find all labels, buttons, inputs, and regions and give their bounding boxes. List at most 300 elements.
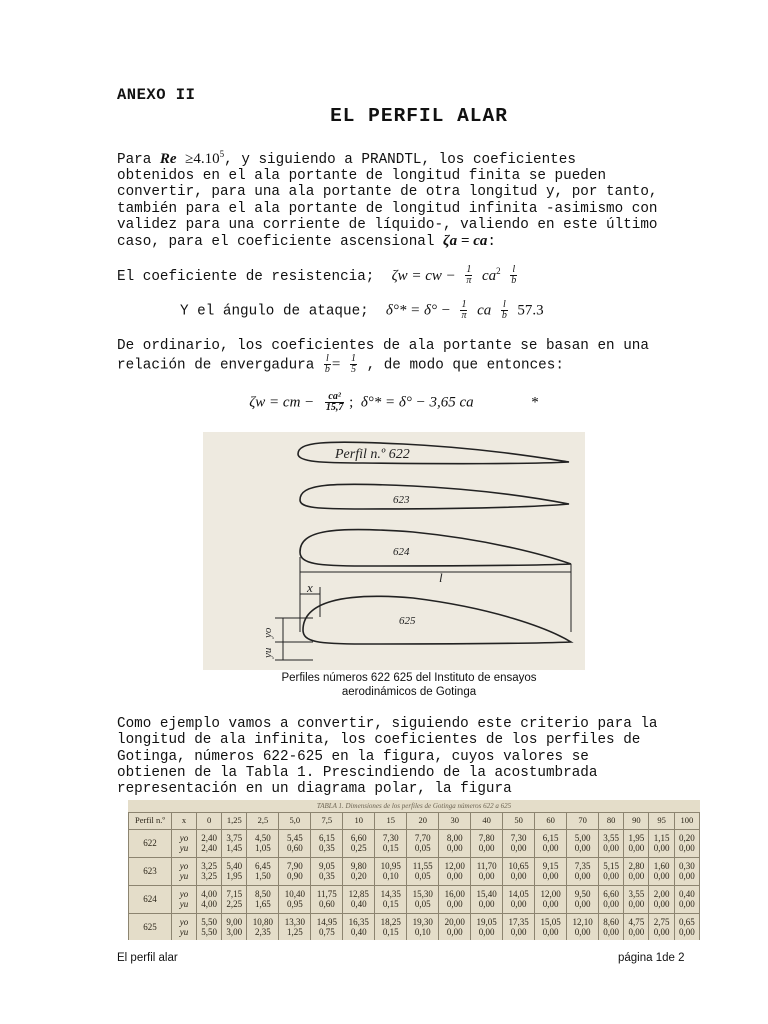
table-cell	[674, 914, 699, 941]
yo-value: 0,65	[678, 917, 695, 927]
table-cell	[624, 830, 649, 858]
table-cell	[279, 858, 311, 886]
header-x-value: 2,5	[247, 813, 279, 830]
table-cell	[599, 830, 624, 858]
yu-value: 0,00	[678, 898, 695, 909]
intro-line-3: convertir, para una ala portante de otra longitud y, por tanto,	[117, 184, 658, 201]
yo-value: 7,30	[382, 833, 399, 843]
yu-value: 0,10	[382, 870, 399, 881]
yo-value: 1,95	[628, 833, 645, 843]
yu-value: 3,00	[226, 926, 243, 937]
intro-colon: :	[487, 234, 496, 251]
table-cell	[471, 858, 503, 886]
table-cell	[439, 886, 471, 914]
resistance-ca: ca	[482, 267, 497, 284]
yu-value: 0,00	[603, 898, 620, 909]
yu-value: 0,00	[574, 842, 591, 853]
yo-value: 15,40	[476, 889, 497, 899]
yo-value: 19,05	[476, 917, 497, 927]
attack-factor: 57.3	[517, 302, 544, 319]
yo-value: 3,75	[226, 833, 243, 843]
table-cell	[375, 858, 407, 886]
table-cell	[247, 886, 279, 914]
yo-value: 9,05	[318, 861, 335, 871]
table-cell	[471, 830, 503, 858]
table-cell	[649, 858, 674, 886]
table-body	[129, 830, 700, 941]
table-cell	[375, 830, 407, 858]
yo-value: 4,50	[255, 833, 271, 843]
table-cell	[599, 914, 624, 941]
figure-caption	[203, 671, 615, 699]
table-cell	[599, 858, 624, 886]
table-cell	[197, 858, 222, 886]
table-header-row	[129, 813, 700, 830]
yu-value: 0,00	[678, 870, 695, 881]
yo-value: 4,00	[201, 889, 217, 899]
formula2-rhs: δ°* = δ° − 3,65 ca	[360, 394, 474, 411]
footer-title: El perfil alar	[117, 952, 178, 964]
yu-value: 1,45	[226, 842, 243, 853]
yu-value: 0,00	[510, 926, 527, 937]
table-cell	[222, 914, 247, 941]
yo-value: 19,30	[412, 917, 433, 927]
table-cell	[407, 858, 439, 886]
yu-value: 0,00	[446, 898, 463, 909]
yo-value: 2,75	[653, 917, 670, 927]
table-cell	[247, 858, 279, 886]
yo-value: 7,35	[574, 861, 591, 871]
yo-value: 5,50	[201, 917, 217, 927]
table-row	[129, 914, 700, 941]
table-cell	[567, 886, 599, 914]
attack-fraction-1: $\frac{1}{\pi}$	[461, 299, 467, 321]
yu-value: 0,00	[478, 926, 495, 937]
table-cell	[197, 830, 222, 858]
yu-value: 0,00	[603, 926, 620, 937]
header-x-value: 1,25	[222, 813, 247, 830]
yo-value: 10,95	[380, 861, 401, 871]
table-cell	[311, 858, 343, 886]
table-cell	[599, 886, 624, 914]
table-cell	[375, 914, 407, 941]
table-cell	[375, 886, 407, 914]
resistance-coefficient-line	[117, 263, 518, 286]
yo-value: 7,90	[286, 861, 303, 871]
table-cell	[503, 886, 535, 914]
yo-value: 10,65	[508, 861, 529, 871]
intro-line-4: también para el ala portante de longitud infinita -asimismo con	[117, 200, 658, 217]
yu-value: 0,00	[542, 842, 559, 853]
yo-value: 8,60	[603, 917, 620, 927]
yo-value: 6,15	[318, 833, 335, 843]
example-line-3: Gotinga, números 622-625 en la figura, cuyos valores se	[117, 748, 589, 765]
yo-value: 1,15	[653, 833, 670, 843]
yo-value: 0,30	[678, 861, 695, 871]
header-x-value: 80	[599, 813, 624, 830]
yo-row-label: yo	[179, 833, 189, 843]
profile-number: 624	[129, 886, 172, 914]
table-row	[129, 886, 700, 914]
yu-value: 0,00	[574, 926, 591, 937]
header-x-value: 20	[407, 813, 439, 830]
yu-value: 2,35	[255, 926, 271, 937]
aspect-fraction-lb: $\frac{l}{b}$	[324, 353, 330, 376]
yo-value: 9,80	[350, 861, 367, 871]
yu-value: 0,00	[603, 842, 620, 853]
yo-value: 12,10	[572, 917, 593, 927]
table-cell	[567, 830, 599, 858]
yo-value: 12,00	[540, 889, 561, 899]
header-x-value: 30	[439, 813, 471, 830]
yu-value: 0,00	[628, 870, 645, 881]
yu-value: 0,00	[478, 898, 495, 909]
yo-value: 1,60	[653, 861, 670, 871]
yo-value: 7,80	[478, 833, 495, 843]
table-cell	[247, 830, 279, 858]
attack-lhs: δ°* = δ° −	[385, 302, 451, 319]
page-title: EL PERFIL ALAR	[330, 105, 508, 127]
yo-label: yo	[262, 627, 274, 638]
header-x-value: 10	[343, 813, 375, 830]
attack-label: Y el ángulo de ataque;	[180, 303, 369, 320]
yo-value: 11,75	[316, 889, 337, 899]
paragraph-example	[117, 716, 717, 797]
yu-value: 0,60	[286, 842, 303, 853]
yu-value: 1,50	[255, 870, 271, 881]
table-cell	[222, 858, 247, 886]
table-cell	[439, 914, 471, 941]
yo-value: 6,60	[350, 833, 367, 843]
yu-row-label: yu	[179, 842, 189, 853]
profile-623-label: 623	[393, 494, 410, 506]
yu-value: 2,25	[226, 898, 243, 909]
yu-value: 1,65	[255, 898, 271, 909]
table-cell	[407, 886, 439, 914]
table-cell	[471, 914, 503, 941]
yu-value: 0,90	[286, 870, 303, 881]
table-cell	[649, 886, 674, 914]
yu-value: 0,10	[414, 926, 431, 937]
paragraph-aspect-ratio	[117, 338, 717, 375]
yu-label: yu	[262, 647, 274, 658]
yu-value: 5,50	[201, 926, 217, 937]
yu-value: 1,05	[255, 842, 271, 853]
figure-caption-line-2: aerodinámicos de Gotinga	[341, 686, 477, 698]
header-x: x	[172, 813, 197, 830]
header-x-value: 50	[503, 813, 535, 830]
table-cell	[439, 830, 471, 858]
yu-value: 0,00	[478, 870, 495, 881]
table-cell	[503, 858, 535, 886]
yu-value: 0,40	[350, 926, 367, 937]
yo-value: 12,00	[444, 861, 465, 871]
yo-value: 12,85	[348, 889, 369, 899]
header-x-value: 0	[197, 813, 222, 830]
yo-value: 5,40	[226, 861, 243, 871]
yo-value: 15,30	[412, 889, 433, 899]
resistance-label: El coeficiente de resistencia;	[117, 268, 375, 285]
reynolds-exponent: 5	[219, 149, 225, 159]
chord-label: l	[439, 570, 443, 585]
table-cell	[624, 858, 649, 886]
table-cell	[535, 886, 567, 914]
yo-row-label: yo	[179, 861, 189, 871]
table-cell	[279, 886, 311, 914]
yu-value: 1,25	[286, 926, 303, 937]
yu-value: 0,00	[603, 870, 620, 881]
formula2-lhs: ζw = cm −	[249, 394, 315, 411]
yu-row-label: yu	[179, 870, 189, 881]
yo-value: 2,00	[653, 889, 670, 899]
table-cell	[279, 830, 311, 858]
aspect-line-1: De ordinario, los coeficientes de ala portante se basan en una	[117, 338, 649, 354]
table-cell	[567, 858, 599, 886]
table-cell	[197, 886, 222, 914]
attack-fraction-2: $\frac{l}{b}$	[501, 299, 507, 321]
intro-line-6: caso, para el coeficiente ascensional	[117, 234, 444, 251]
table-cell	[649, 830, 674, 858]
yo-value: 20,00	[444, 917, 465, 927]
resistance-fraction-1: $\frac{1}{\pi}$	[466, 264, 472, 287]
yo-value: 16,35	[348, 917, 369, 927]
yo-value: 16,00	[444, 889, 465, 899]
table-cell	[649, 914, 674, 941]
table-cell	[535, 858, 567, 886]
yu-value: 0,00	[510, 898, 527, 909]
header-profile: Perfil n.º	[129, 813, 172, 830]
aspect-line-2b: , de modo que entonces:	[357, 357, 564, 374]
profile-625-label: 625	[399, 615, 416, 627]
header-x-value: 70	[567, 813, 599, 830]
resistance-lhs: ζw = cw −	[391, 267, 456, 284]
paragraph-lead: Para	[117, 151, 160, 168]
header-x-value: 90	[624, 813, 649, 830]
table-cell	[407, 830, 439, 858]
yo-value: 13,30	[284, 917, 305, 927]
header-x-value: 7,5	[311, 813, 343, 830]
yu-value: 0,00	[574, 898, 591, 909]
yu-value: 0,00	[446, 870, 463, 881]
formula2-separator: ;	[345, 394, 361, 411]
yu-value: 0,00	[542, 898, 559, 909]
formula2-star: *	[531, 394, 539, 411]
reynolds-symbol: Re	[159, 150, 177, 167]
yu-value: 0,00	[628, 926, 645, 937]
yo-value: 2,40	[201, 833, 217, 843]
aspect-line-2a: relación de envergadura	[117, 357, 323, 374]
yu-row-label: yu	[179, 926, 189, 937]
yu-value: 0,00	[542, 926, 559, 937]
footer-page-number: página 1de 2	[618, 952, 685, 964]
yu-value: 0,35	[318, 842, 335, 853]
yu-value: 0,00	[653, 898, 670, 909]
attack-angle-line	[180, 300, 544, 321]
yo-value: 10,40	[284, 889, 305, 899]
yo-value: 0,40	[678, 889, 695, 899]
y-labels	[172, 914, 197, 941]
table-cell	[343, 830, 375, 858]
yo-value: 5,15	[603, 861, 620, 871]
table-cell	[222, 886, 247, 914]
yu-value: 0,05	[414, 898, 431, 909]
attack-ca: ca	[477, 302, 492, 319]
profile-624-label: 624	[393, 546, 410, 558]
yo-value: 14,05	[508, 889, 529, 899]
header-x-value: 60	[535, 813, 567, 830]
figure-caption-line-1: Perfiles números 622 625 del Instituto de ensayos	[281, 672, 537, 684]
yu-value: 0,00	[628, 898, 645, 909]
yu-value: 0,00	[628, 842, 645, 853]
yu-value: 0,35	[318, 870, 335, 881]
yo-value: 14,95	[316, 917, 337, 927]
table-cell	[311, 886, 343, 914]
table-cell	[311, 914, 343, 941]
yu-value: 3,25	[201, 870, 217, 881]
yu-row-label: yu	[179, 898, 189, 909]
yo-value: 7,70	[414, 833, 431, 843]
yo-value: 9,15	[542, 861, 559, 871]
yu-value: 0,00	[653, 926, 670, 937]
yo-value: 3,55	[603, 833, 620, 843]
yu-value: 1,95	[226, 870, 243, 881]
yu-value: 0,15	[382, 842, 399, 853]
table-cell	[674, 858, 699, 886]
airfoil-profiles-drawing	[203, 432, 585, 670]
table-cell	[674, 830, 699, 858]
yu-value: 0,60	[318, 898, 335, 909]
airfoil-profiles-figure	[203, 432, 585, 670]
resistance-fraction-2: $\frac{l}{b}$	[511, 264, 517, 287]
yu-value: 0,20	[350, 870, 367, 881]
yo-value: 8,50	[255, 889, 271, 899]
table-cell	[279, 914, 311, 941]
aspect-equals: =	[331, 356, 341, 373]
example-line-2: longitud de ala infinita, los coeficientes de los perfiles de	[117, 732, 641, 749]
yu-value: 2,40	[201, 842, 217, 853]
yu-value: 0,15	[382, 926, 399, 937]
yo-value: 11,55	[412, 861, 433, 871]
yu-value: 0,05	[414, 870, 431, 881]
profile-dimensions-table	[128, 800, 700, 940]
profile-table	[128, 812, 700, 940]
annex-heading: ANEXO II	[117, 86, 196, 104]
header-x-value: 95	[649, 813, 674, 830]
formula2-fraction: $\frac{\text{ca²}}{15,7}$	[325, 391, 344, 413]
yo-value: 5,45	[286, 833, 303, 843]
table-cell	[311, 830, 343, 858]
table-cell	[567, 914, 599, 941]
lift-coefficient-equation: ζa = ca	[443, 233, 488, 250]
resistance-ca-exponent: 2	[496, 266, 501, 276]
yo-value: 14,35	[380, 889, 401, 899]
table-cell	[222, 830, 247, 858]
yo-value: 9,50	[574, 889, 591, 899]
yo-value: 18,25	[380, 917, 401, 927]
yo-value: 17,35	[508, 917, 529, 927]
yu-value: 0,00	[446, 926, 463, 937]
profile-number: 625	[129, 914, 172, 941]
yu-value: 4,00	[201, 898, 217, 909]
header-x-value: 40	[471, 813, 503, 830]
table-cell	[674, 886, 699, 914]
yu-value: 0,00	[653, 842, 670, 853]
table-cell	[471, 886, 503, 914]
yu-value: 0,05	[414, 842, 431, 853]
table-cell	[503, 914, 535, 941]
table-cell	[535, 914, 567, 941]
yo-row-label: yo	[179, 917, 189, 927]
yu-value: 0,25	[350, 842, 367, 853]
intro-line-2: obtenidos en el ala portante de longitud finita se pueden	[117, 168, 607, 185]
yo-value: 7,30	[510, 833, 527, 843]
header-x-value: 5,0	[279, 813, 311, 830]
profile-622-label: Perfil n.º 622	[335, 447, 410, 462]
yo-value: 9,00	[226, 917, 243, 927]
y-labels	[172, 858, 197, 886]
example-line-5: representación en un diagrama polar, la figura	[117, 781, 512, 798]
yu-value: 0,00	[446, 842, 463, 853]
table-caption: TABLA 1. Dimensiones de los perfiles de Gotinga números 622 a 625	[316, 802, 512, 810]
yo-row-label: yo	[179, 889, 189, 899]
intro-line-1: , y siguiendo a PRANDTL, los coeficientes	[224, 151, 576, 168]
table-cell	[343, 886, 375, 914]
table-cell	[343, 914, 375, 941]
aspect-fraction-15: $\frac{1}{5}$	[350, 353, 356, 376]
table-cell	[407, 914, 439, 941]
yu-value: 0,00	[678, 842, 695, 853]
yu-value: 0,00	[678, 926, 695, 937]
table-cell	[197, 914, 222, 941]
yo-value: 4,75	[628, 917, 645, 927]
table-cell	[624, 886, 649, 914]
table-cell	[247, 914, 279, 941]
table-cell	[503, 830, 535, 858]
table-cell	[439, 858, 471, 886]
yo-value: 6,45	[255, 861, 271, 871]
yu-value: 0,40	[350, 898, 367, 909]
yu-value: 0,00	[510, 870, 527, 881]
table-cell	[343, 858, 375, 886]
yo-value: 15,05	[540, 917, 561, 927]
yo-value: 11,70	[476, 861, 497, 871]
profile-number: 622	[129, 830, 172, 858]
yu-value: 0,00	[653, 870, 670, 881]
yo-value: 0,20	[678, 833, 695, 843]
example-line-1: Como ejemplo vamos a convertir, siguiendo este criterio para la	[117, 716, 658, 732]
y-labels	[172, 830, 197, 858]
yu-value: 0,00	[478, 842, 495, 853]
y-labels	[172, 886, 197, 914]
table-row	[129, 830, 700, 858]
intro-line-5: validez para una corriente de líquido-, valiendo en este último	[117, 216, 658, 233]
yu-value: 0,75	[318, 926, 335, 937]
table-cell	[535, 830, 567, 858]
yo-value: 3,25	[201, 861, 217, 871]
yu-value: 0,00	[510, 842, 527, 853]
converted-formula	[0, 392, 768, 413]
yo-value: 10,80	[252, 917, 274, 927]
yo-value: 7,15	[226, 889, 243, 899]
profile-number: 623	[129, 858, 172, 886]
x-dimension-label: x	[307, 580, 313, 595]
yo-value: 8,00	[446, 833, 463, 843]
table-row	[129, 858, 700, 886]
yo-value: 6,60	[603, 889, 620, 899]
header-x-value: 15	[375, 813, 407, 830]
table-cell	[624, 914, 649, 941]
example-line-4: obtienen de la Tabla 1. Prescindiendo de la acostumbrada	[117, 764, 598, 781]
